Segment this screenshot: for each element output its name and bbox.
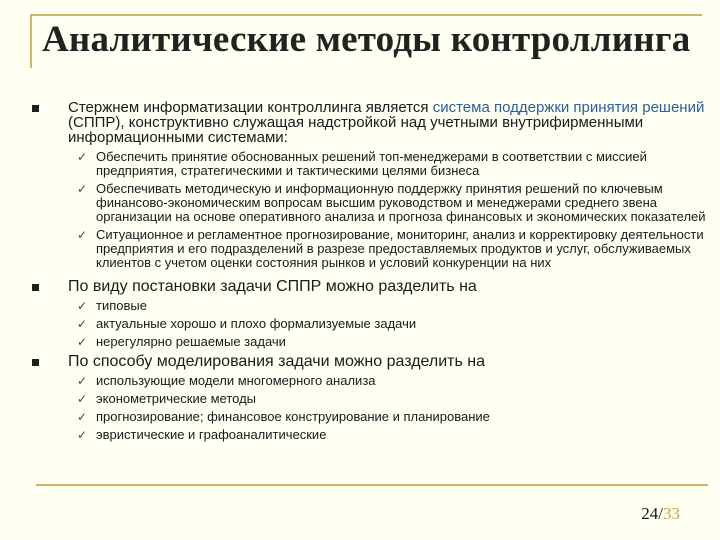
bullet-text: По виду постановки задачи СППР можно разделить на [68,278,477,295]
sub-item: ✓ нерегулярно решаемые задачи [77,334,286,349]
checkmark-icon: ✓ [77,335,88,349]
square-bullet-icon [32,284,39,291]
slide-content [30,100,710,442]
highlighted-term: система поддержки принятия решений [432,99,705,116]
checkmark-icon: ✓ [77,228,88,242]
bullet-text-after: (СППР), конструктивно служащая надстройкой над учетными внутрифирменными информационными системами: [68,114,644,146]
square-bullet-icon [32,105,39,112]
checkmark-icon: ✓ [77,410,88,424]
bullet-task-types [30,278,710,349]
sub-item: ✓ прогнозирование; финансовое конструирование и планирование [77,409,490,424]
checkmark-icon: ✓ [77,299,88,313]
bullet-decision-support [30,100,710,270]
left-frame-line [30,14,32,68]
checkmark-icon: ✓ [77,392,88,406]
bullet-text: По способу моделирования задачи можно разделить на [68,353,486,370]
bullet-text [68,100,710,145]
checkmark-icon: ✓ [77,182,88,196]
sub-list [68,374,710,442]
top-frame-line [30,14,702,16]
bottom-frame-line [36,484,708,486]
checkmark-icon: ✓ [77,150,88,164]
bullet-text-before: Стержнем информатизации контроллинга является [68,99,433,116]
square-bullet-icon [32,359,39,366]
page-total: 33 [663,504,680,523]
sub-item: ✓ типовые [77,298,147,313]
checkmark-icon: ✓ [77,374,88,388]
slide-title: Аналитические методы контроллинга [42,19,691,60]
sub-item: ✓ Ситуационное и регламентное прогнозирование, мониторинг, анализ и корректировку деятельности предприятия и его подразделений в разрезе предоставляемых продуктов и услуг, обслуживаемых клиентов с учетом оценки состояния рынков и условий конкуренции на них [77,227,704,270]
sub-item: ✓ эконометрические методы [77,391,256,406]
sub-item: ✓ эвристические и графоаналитические [77,427,327,442]
sub-item: ✓ актуальные хорошо и плохо формализуемые задачи [77,316,417,331]
checkmark-icon: ✓ [77,317,88,331]
sub-item: ✓ Обеспечивать методическую и информационную поддержку принятия решений по ключевым финансово-экономическим вопросам высшим руководством и менеджерами среднего звена организации на основе оперативного анализа и прогноза финансовых и экономических показателей [77,181,706,224]
page-number [641,504,680,524]
page-current: 24/ [641,504,663,523]
sub-list [68,299,710,349]
bullet-modeling-methods [30,353,710,442]
sub-item: ✓ Обеспечить принятие обоснованных решений топ-менеджерами в соответствии с миссией предприятия, стратегическими и тактическими целями бизнеса [77,149,647,178]
sub-list [68,150,710,270]
checkmark-icon: ✓ [77,428,88,442]
sub-item: ✓ использующие модели многомерного анализа [77,373,376,388]
